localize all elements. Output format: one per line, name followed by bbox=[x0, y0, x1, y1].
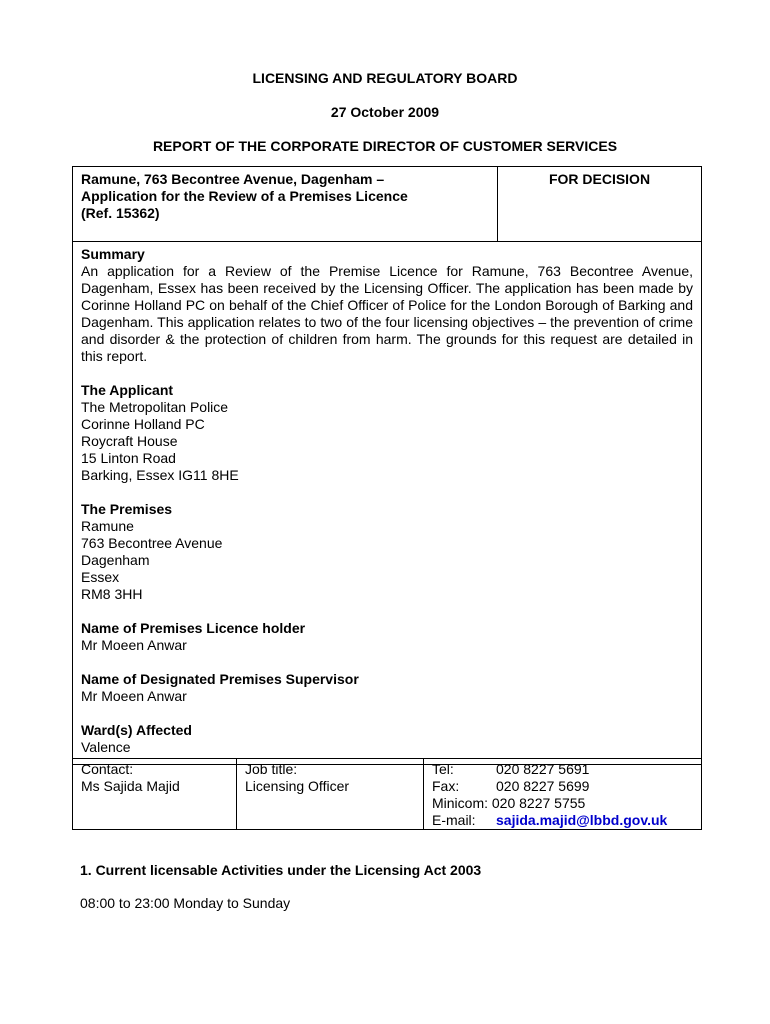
fax-row bbox=[432, 778, 693, 795]
contact-label: Contact: bbox=[81, 761, 134, 777]
licence-holder-block bbox=[81, 620, 693, 654]
tel-row bbox=[432, 761, 693, 778]
applicant-block bbox=[81, 382, 693, 484]
wards-value: Valence bbox=[81, 739, 131, 755]
job-title-value: Licensing Officer bbox=[245, 778, 350, 794]
premises-heading: The Premises bbox=[81, 501, 173, 517]
email-label: E-mail: bbox=[432, 812, 476, 828]
premises-line: Ramune bbox=[81, 518, 134, 534]
report-table bbox=[72, 166, 702, 765]
report-of-title: REPORT OF THE CORPORATE DIRECTOR OF CUSTOMER SERVICES bbox=[152, 138, 618, 154]
summary-heading: Summary bbox=[81, 246, 145, 262]
title-line-2: Application for the Review of a Premises Licence bbox=[81, 188, 408, 204]
minicom-row: Minicom: 020 8227 5755 bbox=[432, 795, 586, 811]
licence-holder-heading: Name of Premises Licence holder bbox=[81, 620, 306, 636]
job-title-cell bbox=[237, 759, 424, 830]
tel-value: 020 8227 5691 bbox=[496, 761, 590, 777]
applicant-heading: The Applicant bbox=[81, 382, 174, 398]
premises-line: RM8 3HH bbox=[81, 586, 143, 602]
email-row bbox=[432, 812, 693, 829]
applicant-line: Barking, Essex IG11 8HE bbox=[81, 467, 239, 483]
supervisor-block bbox=[81, 671, 693, 705]
job-title-label: Job title: bbox=[245, 761, 298, 777]
section-1-heading: 1. Current licensable Activities under the Licensing Act 2003 bbox=[80, 862, 482, 878]
contact-details-cell bbox=[424, 759, 702, 830]
email-link[interactable]: sajida.majid@lbbd.gov.uk bbox=[496, 812, 668, 828]
fax-label: Fax: bbox=[432, 778, 460, 794]
premises-line: 763 Becontree Avenue bbox=[81, 535, 223, 551]
wards-block bbox=[81, 722, 693, 756]
licence-holder-value: Mr Moeen Anwar bbox=[81, 637, 187, 653]
contact-name: Ms Sajida Majid bbox=[81, 778, 180, 794]
premises-line: Essex bbox=[81, 569, 120, 585]
contact-table bbox=[72, 758, 702, 830]
supervisor-heading: Name of Designated Premises Supervisor bbox=[81, 671, 359, 687]
section-1-text: 08:00 to 23:00 Monday to Sunday bbox=[80, 895, 291, 911]
wards-heading: Ward(s) Affected bbox=[81, 722, 192, 738]
premises-block bbox=[81, 501, 693, 603]
applicant-line: The Metropolitan Police bbox=[81, 399, 229, 415]
title-line-3: (Ref. 15362) bbox=[81, 205, 160, 221]
tel-label: Tel: bbox=[432, 761, 454, 777]
applicant-line: Roycraft House bbox=[81, 433, 178, 449]
report-body-cell bbox=[73, 242, 702, 765]
contact-cell bbox=[73, 759, 237, 830]
applicant-line: Corinne Holland PC bbox=[81, 416, 205, 432]
board-title: LICENSING AND REGULATORY BOARD bbox=[252, 70, 518, 86]
applicant-line: 15 Linton Road bbox=[81, 450, 176, 466]
report-title-cell bbox=[73, 167, 498, 242]
premises-line: Dagenham bbox=[81, 552, 150, 568]
fax-value: 020 8227 5699 bbox=[496, 778, 590, 794]
summary-text: An application for a Review of the Premise Licence for Ramune, 763 Becontree Avenue, Dagenham, Essex has been received by the Licensing Officer. The application has been made by Corinne Holland PC on behalf of the Chief Officer of Police for the London Borough of Barking and Dagenham. This application relates to two of the four licensing objectives – the prevention of crime and disorder & the protection of children from harm. The grounds for this request are detailed in this report. bbox=[81, 263, 693, 364]
report-date: 27 October 2009 bbox=[330, 104, 440, 120]
title-line-1: Ramune, 763 Becontree Avenue, Dagenham – bbox=[81, 171, 385, 187]
decision-cell: FOR DECISION bbox=[498, 167, 702, 242]
supervisor-value: Mr Moeen Anwar bbox=[81, 688, 187, 704]
